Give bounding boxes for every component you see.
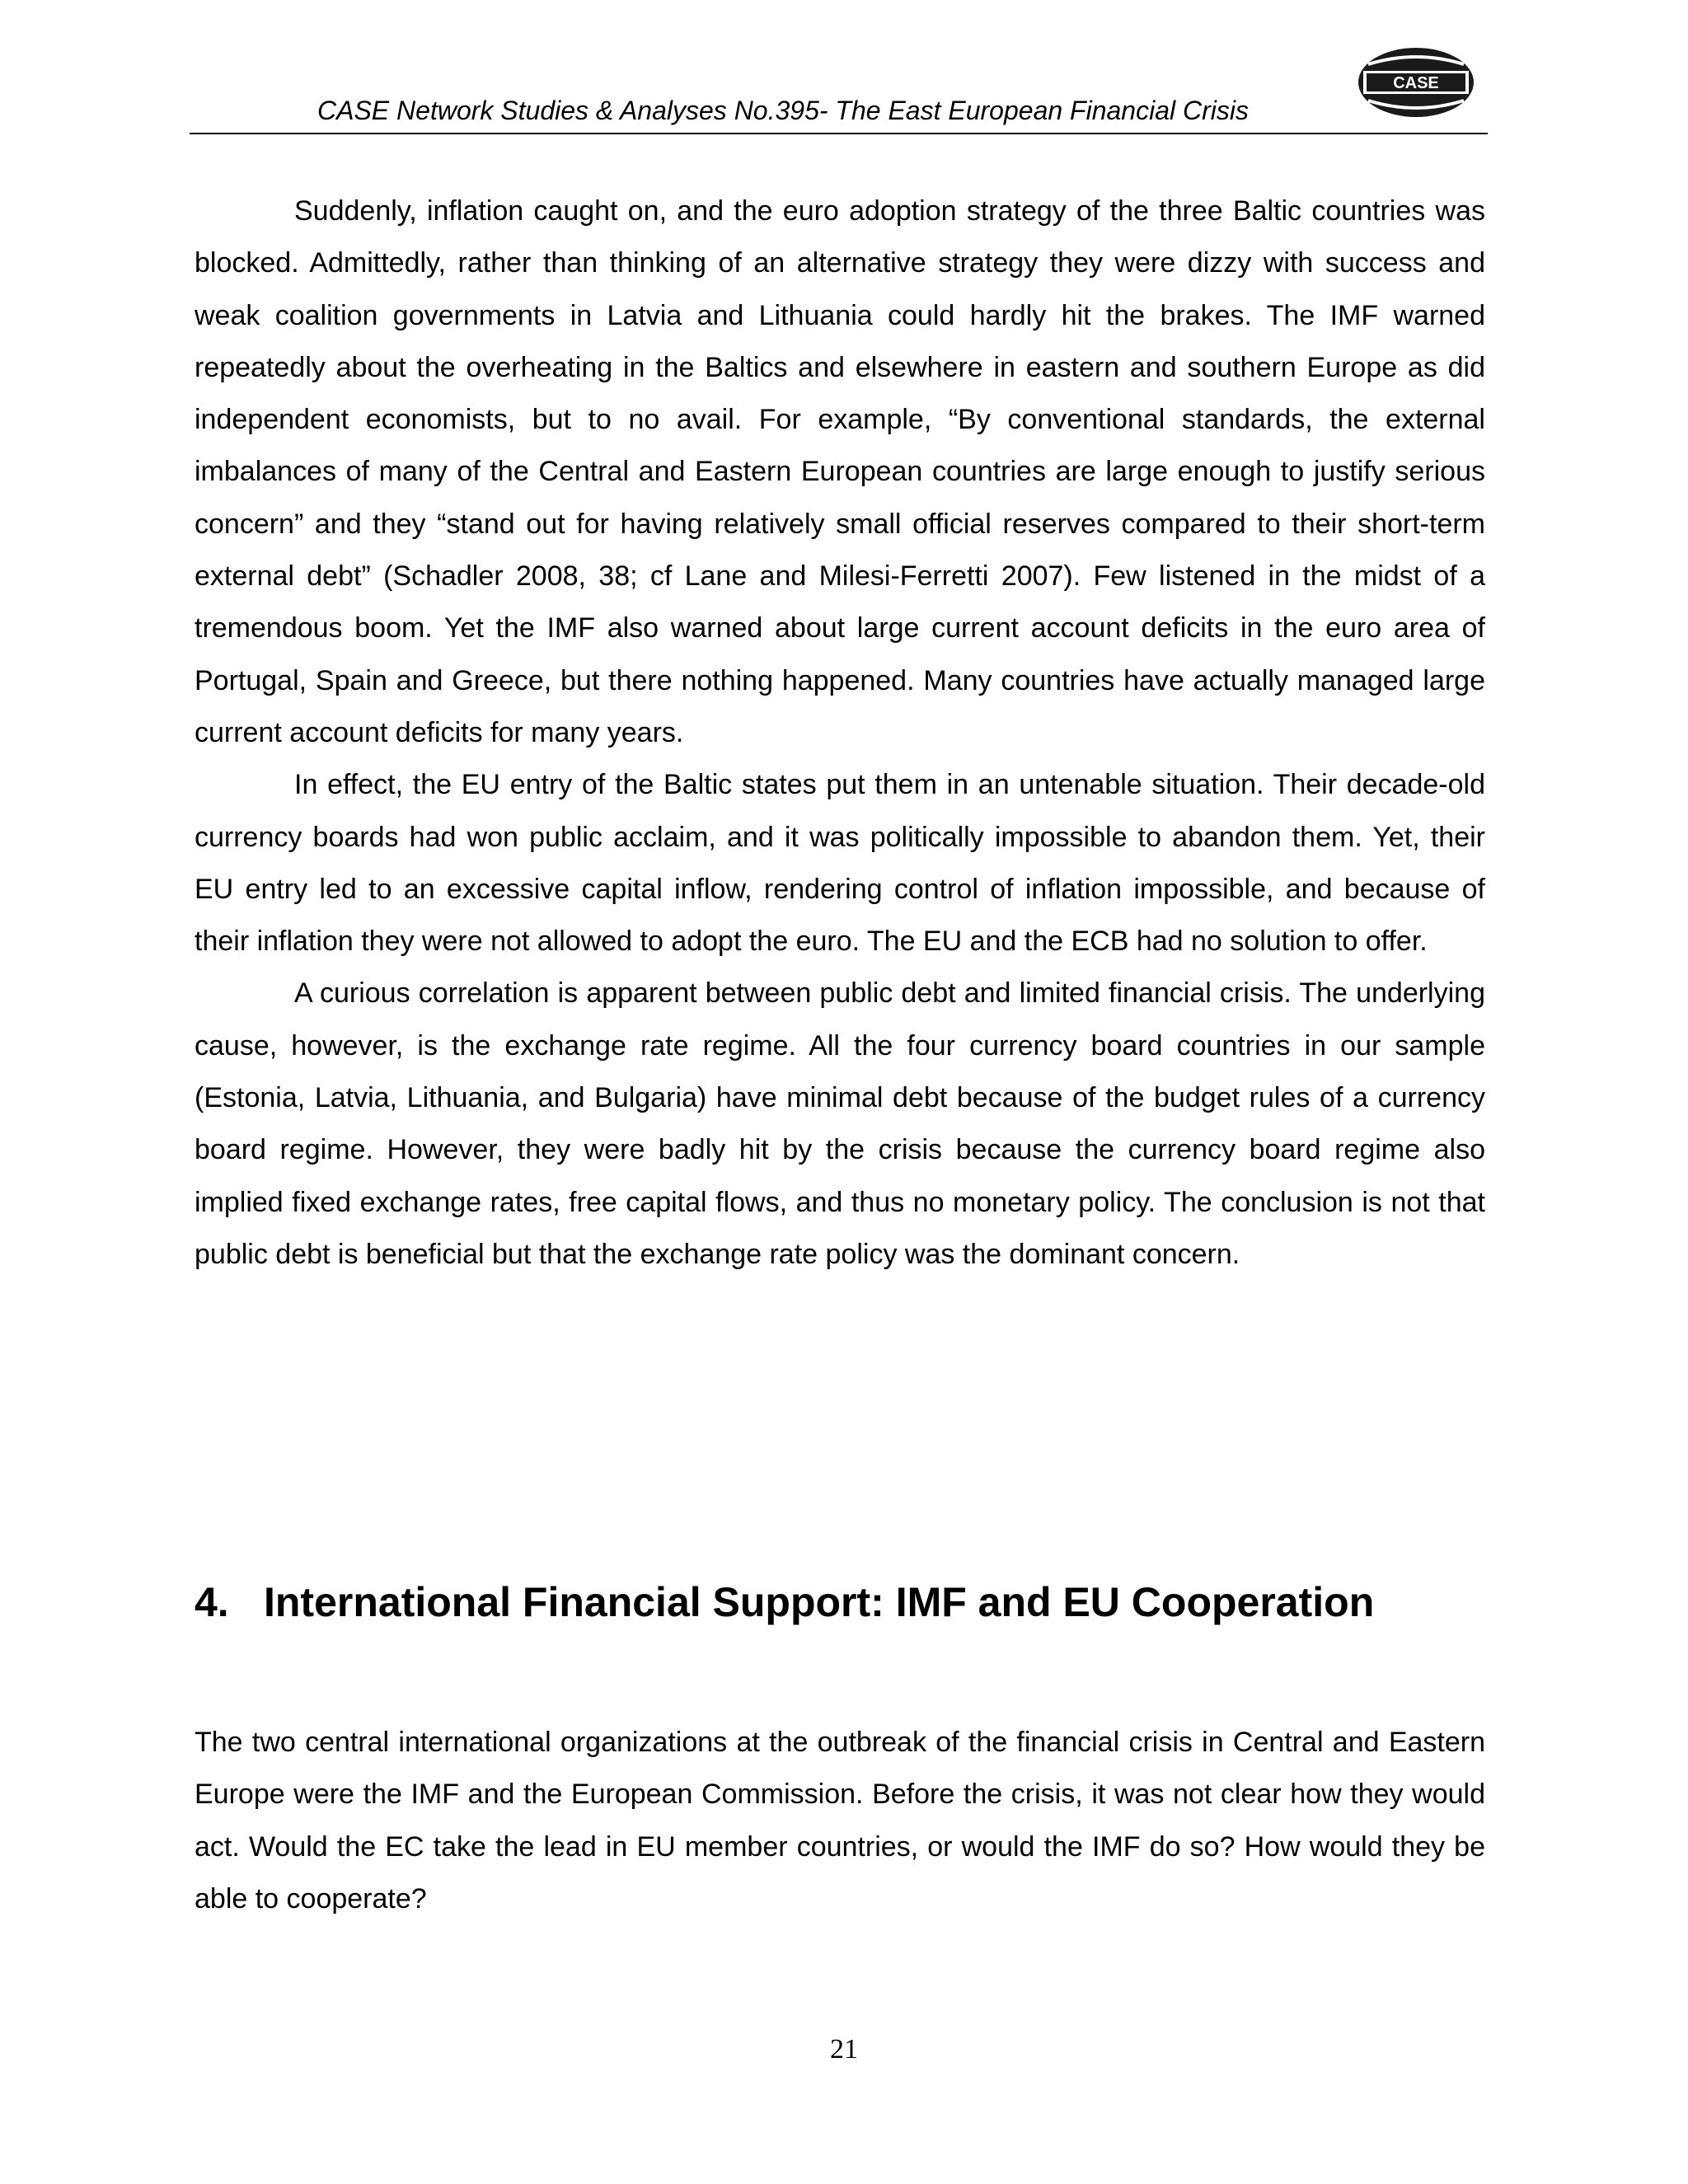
header-divider xyxy=(190,133,1488,134)
page-number: 21 xyxy=(830,2034,858,2064)
paragraph: The two central international organizations at the outbreak of the financial crisis in Central and Eastern Europe were the IMF and the European Commission. Before the crisis, it was not clear how they would act. Would the EC take the lead in EU member countries, or would the IMF do so? How would they be able to cooperate? xyxy=(195,1727,1485,1915)
section-number: 4. xyxy=(195,1579,229,1625)
paragraph: A curious correlation is apparent between public debt and limited financial crisis. The underlying cause, however, is the exchange rate regime. All the four currency board countries in our sample (Estonia, Latvia, Lithuania, and Bulgaria) have minimal debt because of the budget rules of a currency board regime. However, they were badly hit by the crisis because the currency board regime also implied fixed exchange rates, free capital flows, and thus no monetary policy. The conclusion is not that public debt is beneficial but that the exchange rate policy was the dominant concern. xyxy=(195,977,1485,1270)
paragraph: Suddenly, inflation caught on, and the euro adoption strategy of the three Baltic countries was blocked. Admittedly, rather than thinking of an alternative strategy they were dizzy with success and weak coalition governments in Latvia and Lithuania could hardly hit the brakes. The IMF warned repeatedly about the overheating in the Baltics and elsewhere in eastern and southern Europe as did independent economists, but to no avail. For example, “By conventional standards, the external imbalances of many of the Central and Eastern European countries are large enough to justify serious concern” and they “stand out for having relatively small official reserves compared to their short-term external debt” (Schadler 2008, 38; cf Lane and Milesi-Ferretti 2007). Few listened in the midst of a tremendous boom. Yet the IMF also warned about large current account deficits in the euro area of Portugal, Spain and Greece, but there nothing happened. Many countries have actually managed large current account deficits for many years. xyxy=(195,195,1485,748)
section-body xyxy=(195,1717,1485,1925)
paragraph: In effect, the EU entry of the Baltic states put them in an untenable situation. Their decade-old currency boards had won public acclaim, and it was politically impossible to abandon them. Yet, their EU entry led to an excessive capital inflow, rendering control of inflation impossible, and because of their inflation they were not allowed to adopt the euro. The EU and the ECB had no solution to offer. xyxy=(195,769,1485,958)
logo-text: CASE xyxy=(1393,74,1439,92)
section-title: International Financial Support: IMF and EU Cooperation xyxy=(264,1579,1375,1625)
section-heading xyxy=(195,1578,1374,1626)
body-text xyxy=(195,185,1485,1281)
case-logo xyxy=(1355,45,1477,120)
running-header: CASE Network Studies & Analyses No.395- The East European Financial Crisis xyxy=(317,96,1249,125)
